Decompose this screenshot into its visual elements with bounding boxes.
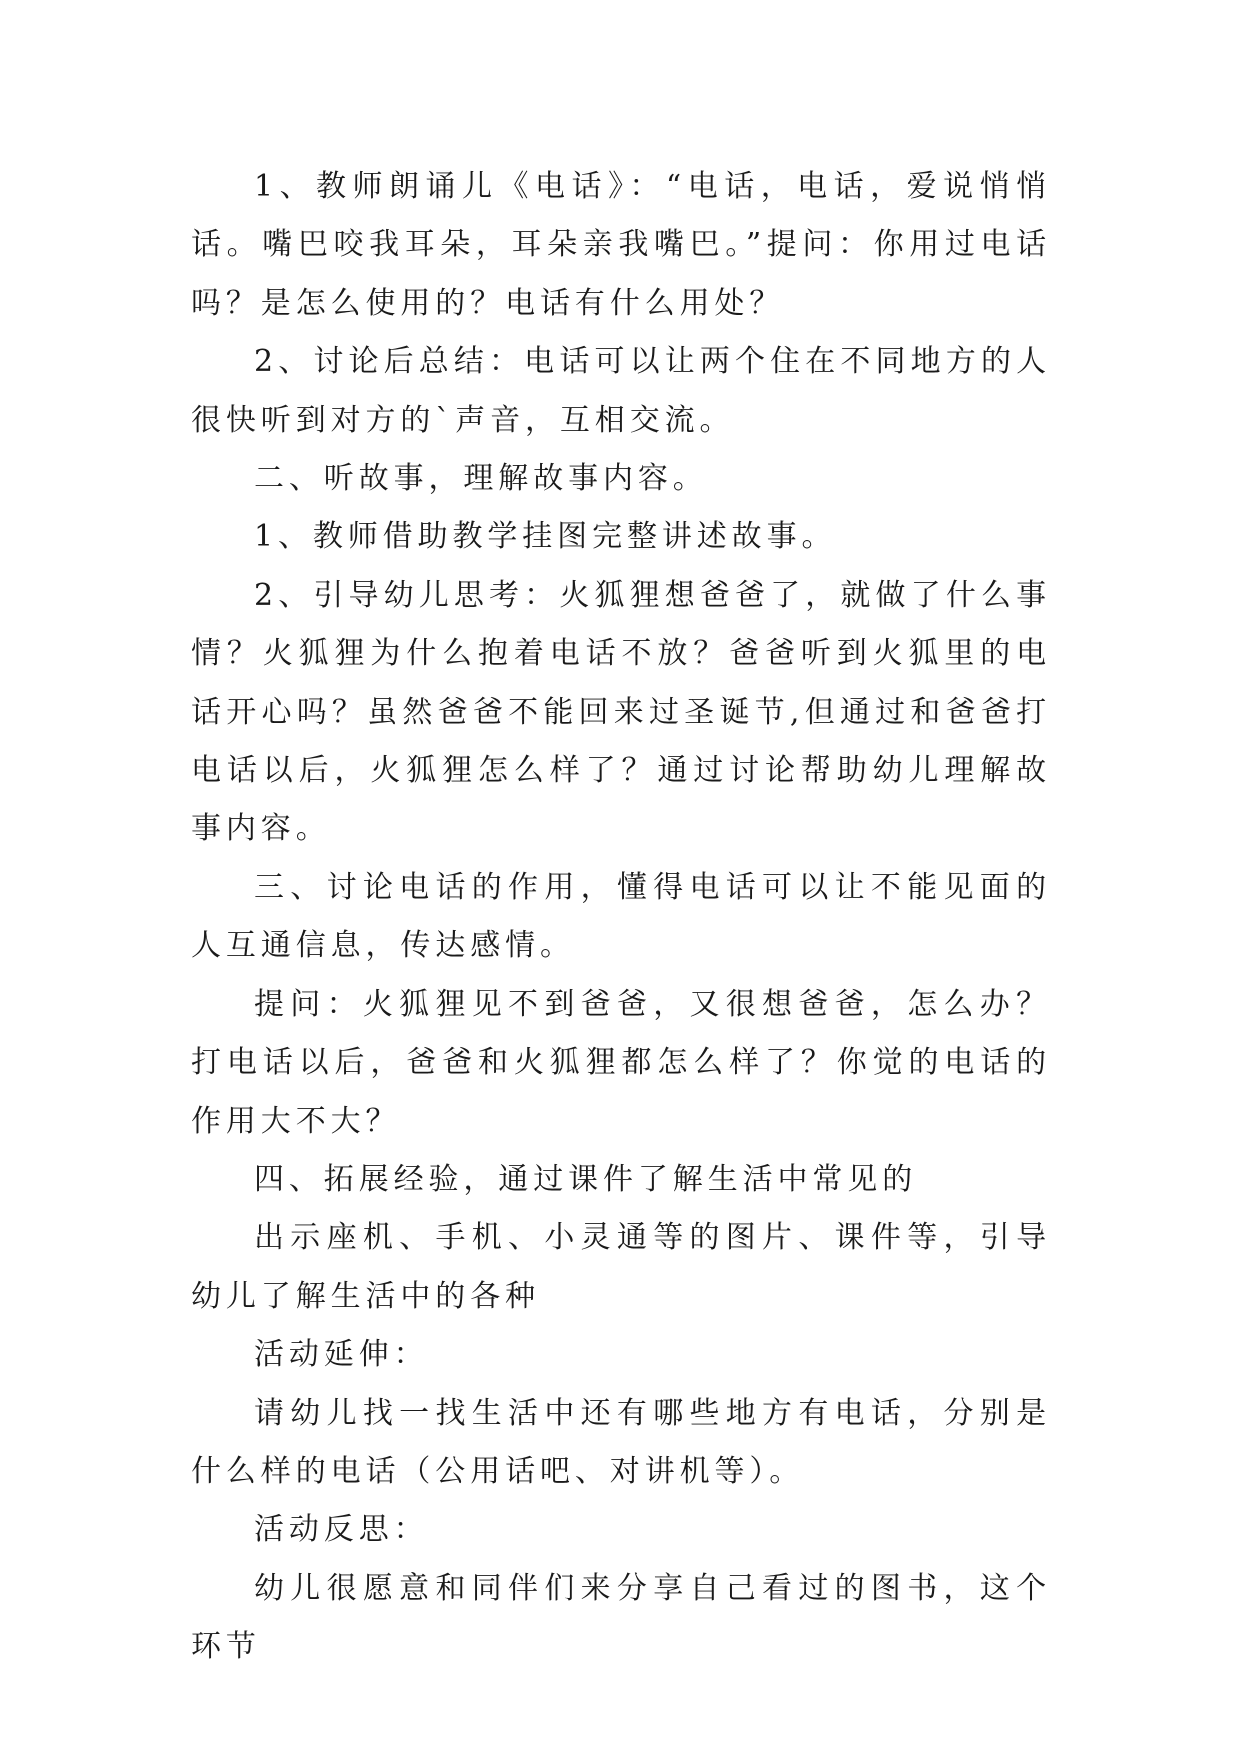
section-heading-4: 四、拓展经验，通过课件了解生活中常见的: [254, 1161, 918, 1197]
paragraph-7: 请幼儿找一找生活中还有哪些地方有电话，分别是什么样的电话（公用话吧、对讲机等）。: [191, 1395, 1051, 1489]
activity-reflection-heading: 活动反思：: [254, 1512, 429, 1548]
paragraph-4: 2、引导幼儿思考：火狐狸想爸爸了，就做了什么事情？火狐狸为什么抱着电话不放？爸爸听到火狐里的电话开心吗？虽然爸爸不能回来过圣诞节,但通过和爸爸打电话以后，火狐狸怎么样了？通过讨论帮助幼儿理解故事内容。: [191, 577, 1051, 847]
paragraph-2: 2、讨论后总结：电话可以让两个住在不同地方的人很快听到对方的`声音，互相交流。: [191, 344, 1051, 438]
paragraph-3: 1、教师借助教学挂图完整讲述故事。: [254, 519, 837, 555]
document-body: [191, 158, 1051, 1677]
paragraph-8: 幼儿很愿意和同伴们来分享自己看过的图书，这个环节: [191, 1570, 1051, 1665]
activity-extension-heading: 活动延伸：: [254, 1337, 429, 1373]
section-heading-2: 二、听故事，理解故事内容。: [254, 461, 708, 497]
paragraph-5: 提问：火狐狸见不到爸爸，又很想爸爸，怎么办？打电话以后，爸爸和火狐狸都怎么样了？你觉的电话的作用大不大？: [191, 986, 1051, 1139]
paragraph-6: 出示座机、手机、小灵通等的图片、课件等，引导幼儿了解生活中的各种: [191, 1220, 1051, 1314]
section-heading-3: 三、讨论电话的作用，懂得电话可以让不能见面的人互通信息，传达感情。: [191, 869, 1051, 964]
paragraph-1: 1、教师朗诵儿《电话》：“电话，电话，爱说悄悄话。嘴巴咬我耳朵，耳朵亲我嘴巴。”提问：你用过电话吗？是怎么使用的？电话有什么用处？: [191, 169, 1051, 321]
